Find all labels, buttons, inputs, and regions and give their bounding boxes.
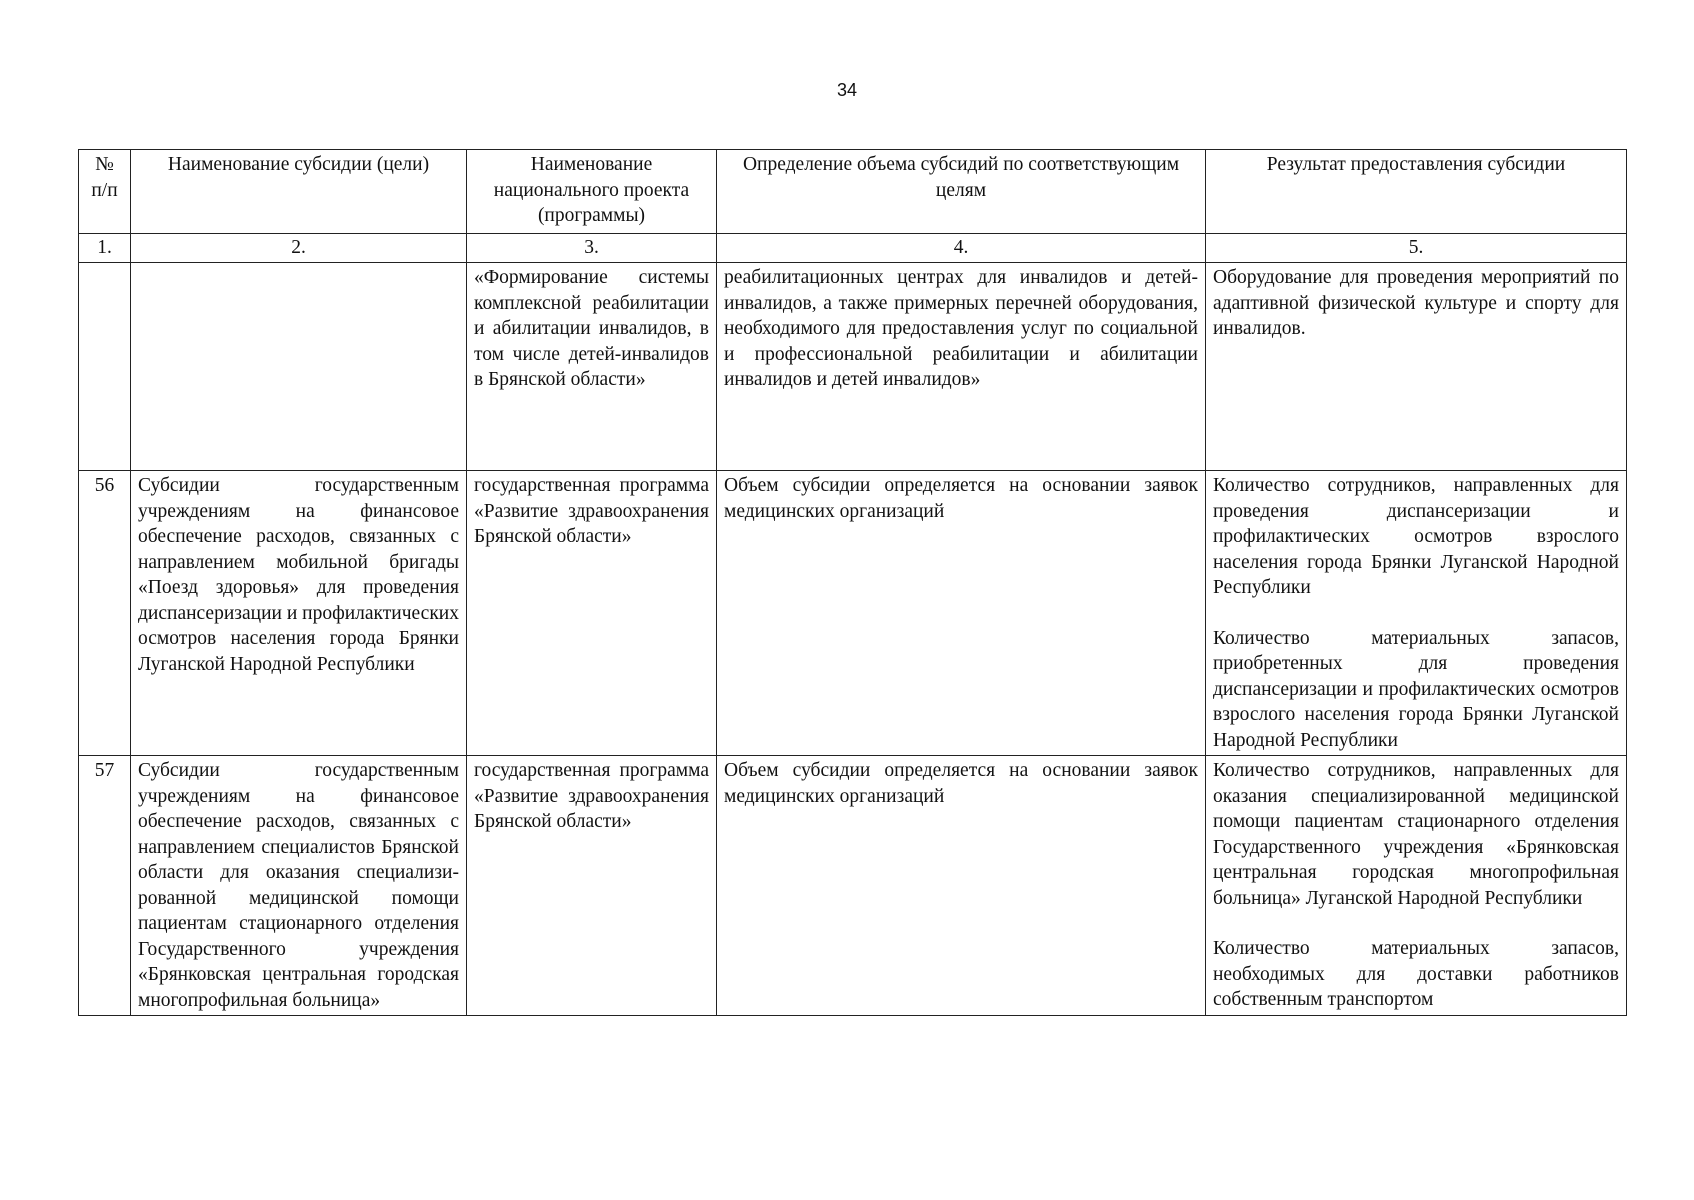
result-paragraph: Количество сотрудников, направленных для оказания специализированной медицинской помощи пациентам стационарного отделения Государственного учреждения «Брянковская центральная городская многопрофильная больница» Луганской Народной Республики xyxy=(1213,760,1619,909)
column-number: 1. xyxy=(79,234,131,263)
row-number: 56 xyxy=(79,471,131,756)
header-result: Результат предоставления субсидии xyxy=(1206,150,1627,234)
row-subsidy-name: Субсидии государственным учреждениям на финансовое обеспечение расходов, связанных с направлением специалистов Брянской области для оказания специализи-рованной медицинской помощи пациентам стационарного отделения Государственного учреждения «Брянковская центральная городская многопрофильная больница» xyxy=(131,756,467,1016)
row-result xyxy=(1206,756,1627,1016)
row-project-name: государственная программа «Развитие здравоохранения Брянской области» xyxy=(467,756,717,1016)
result-paragraph: Оборудование для проведения мероприятий по адаптивной физической культуре и спорту для инвалидов. xyxy=(1213,267,1619,339)
header-number: № п/п xyxy=(79,150,131,234)
result-paragraph: Количество материальных запасов, необходимых для доставки работников собственным транспортом xyxy=(1213,938,1619,1010)
paragraph-gap xyxy=(1213,601,1619,626)
row-project-name: «Формирование системы комплексной реабилитации и абилитации инвалидов, в том числе детей-инвалидов в Брянской области» xyxy=(467,263,717,471)
row-volume-definition: Объем субсидии определяется на основании заявок медицинских организаций xyxy=(717,471,1206,756)
row-result xyxy=(1206,471,1627,756)
row-number xyxy=(79,263,131,471)
column-number: 5. xyxy=(1206,234,1627,263)
paragraph-gap xyxy=(1213,911,1619,936)
row-subsidy-name: Субсидии государственным учреждениям на финансовое обеспечение расходов, связанных с направлением мобильной бригады «Поезд здоровья» для проведения диспансеризации и профилактических осмотров населения города Брянки Луганской Народной Республики xyxy=(131,471,467,756)
row-volume-definition: реабилитационных центрах для инвалидов и детей-инвалидов, а также примерных перечней оборудования, необходимого для предоставления услуг по социальной и профессиональной реабилитации и абилитации инвалидов и детей инвалидов» xyxy=(717,263,1206,471)
header-subsidy-name: Наименование субсидии (цели) xyxy=(131,150,467,234)
header-row xyxy=(79,150,1627,234)
column-number: 2. xyxy=(131,234,467,263)
header-volume-definition: Определение объема субсидий по соответствующим целям xyxy=(717,150,1206,234)
result-paragraph: Количество материальных запасов, приобретенных для проведения диспансеризации и профилактических осмотров взрослого населения города Брянки Луганской Народной Республики xyxy=(1213,627,1619,751)
row-project-name: государственная программа «Развитие здравоохранения Брянской области» xyxy=(467,471,717,756)
column-number-row xyxy=(79,234,1627,263)
header-project-name: Наименование национального проекта (программы) xyxy=(467,150,717,234)
column-number: 3. xyxy=(467,234,717,263)
row-subsidy-name xyxy=(131,263,467,471)
table-row xyxy=(79,263,1627,471)
row-volume-definition: Объем субсидии определяется на основании заявок медицинских организаций xyxy=(717,756,1206,1016)
result-paragraph: Количество сотрудников, направленных для проведения диспансеризации и профилактических осмотров взрослого населения города Брянки Луганской Народной Республики xyxy=(1213,475,1619,598)
row-number: 57 xyxy=(79,756,131,1016)
page-number: 34 xyxy=(836,80,858,100)
column-number: 4. xyxy=(717,234,1206,263)
row-result xyxy=(1206,263,1627,471)
table-row xyxy=(79,471,1627,756)
subsidy-table xyxy=(78,149,1627,1016)
table-row xyxy=(79,756,1627,1016)
